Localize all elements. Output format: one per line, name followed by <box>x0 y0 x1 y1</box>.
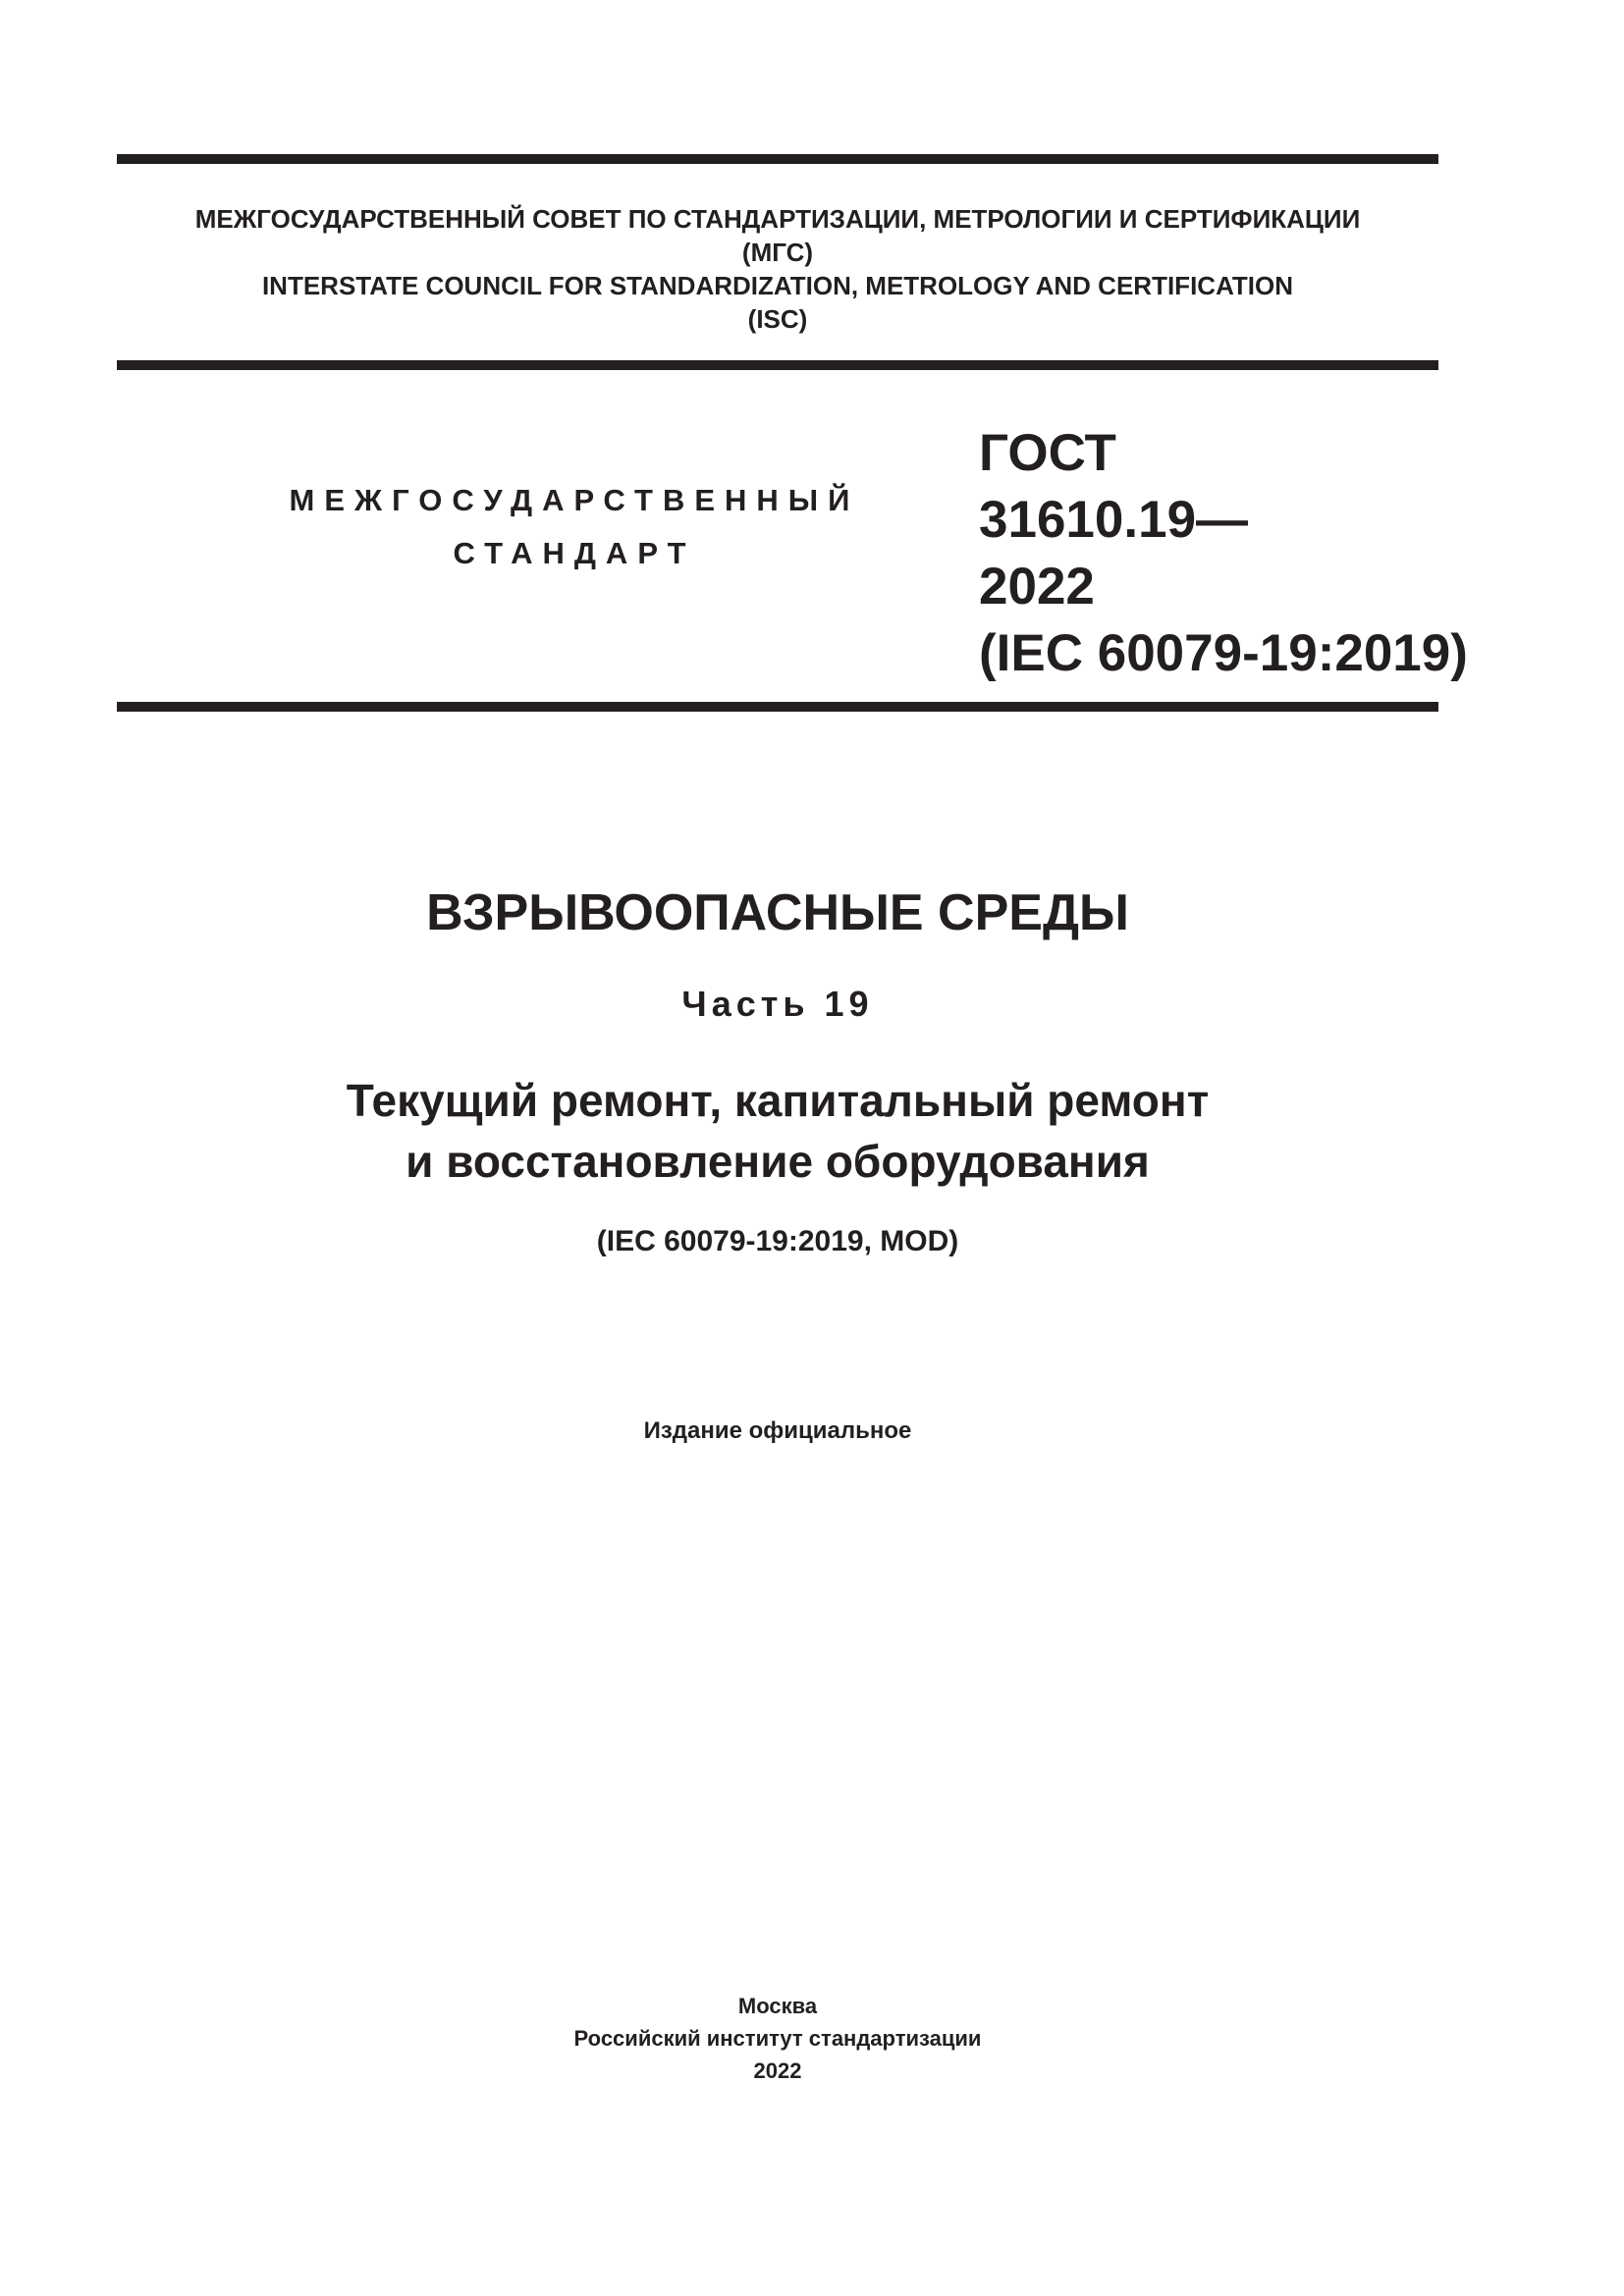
document-title: ВЗРЫВООПАСНЫЕ СРЕДЫ <box>426 884 1129 941</box>
council-abbr-ru: (МГС) <box>741 238 814 267</box>
header-rule <box>117 360 1438 370</box>
imprint <box>117 1990 1438 2087</box>
imprint-city: Москва <box>737 1994 818 2018</box>
standard-type <box>196 474 952 580</box>
standard-designation <box>979 420 1468 687</box>
subtitle-line1: Текущий ремонт, капитальный ремонт <box>346 1075 1210 1126</box>
council-header <box>117 202 1438 336</box>
designation-line1: ГОСТ <box>979 424 1116 482</box>
standard-type-line2: СТАНДАРТ <box>453 536 696 570</box>
part-number: Часть 19 <box>681 984 874 1024</box>
top-rule <box>117 154 1438 164</box>
council-abbr-en: (ISC) <box>747 304 808 334</box>
council-name-ru: МЕЖГОСУДАРСТВЕННЫЙ СОВЕТ ПО СТАНДАРТИЗАЦИИ, МЕТРОЛОГИИ И СЕРТИФИКАЦИИ <box>194 204 1361 234</box>
council-name-en: INTERSTATE COUNCIL FOR STANDARDIZATION, METROLOGY AND CERTIFICATION <box>261 271 1294 300</box>
document-subtitle <box>117 1070 1438 1192</box>
edition-label: Издание официальное <box>643 1417 912 1444</box>
subtitle-line2: и восстановление оборудования <box>406 1136 1150 1187</box>
designation-rule <box>117 702 1438 712</box>
imprint-year: 2022 <box>753 2058 802 2083</box>
designation-line4: (IEC 60079-19:2019) <box>979 624 1468 682</box>
designation-line2: 31610.19— <box>979 491 1249 549</box>
standard-type-line1: МЕЖГОСУДАРСТВЕННЫЙ <box>289 483 860 517</box>
iec-reference: (IEC 60079-19:2019, MOD) <box>596 1225 959 1257</box>
imprint-publisher: Российский институт стандартизации <box>573 2026 982 2051</box>
designation-line3: 2022 <box>979 558 1095 615</box>
